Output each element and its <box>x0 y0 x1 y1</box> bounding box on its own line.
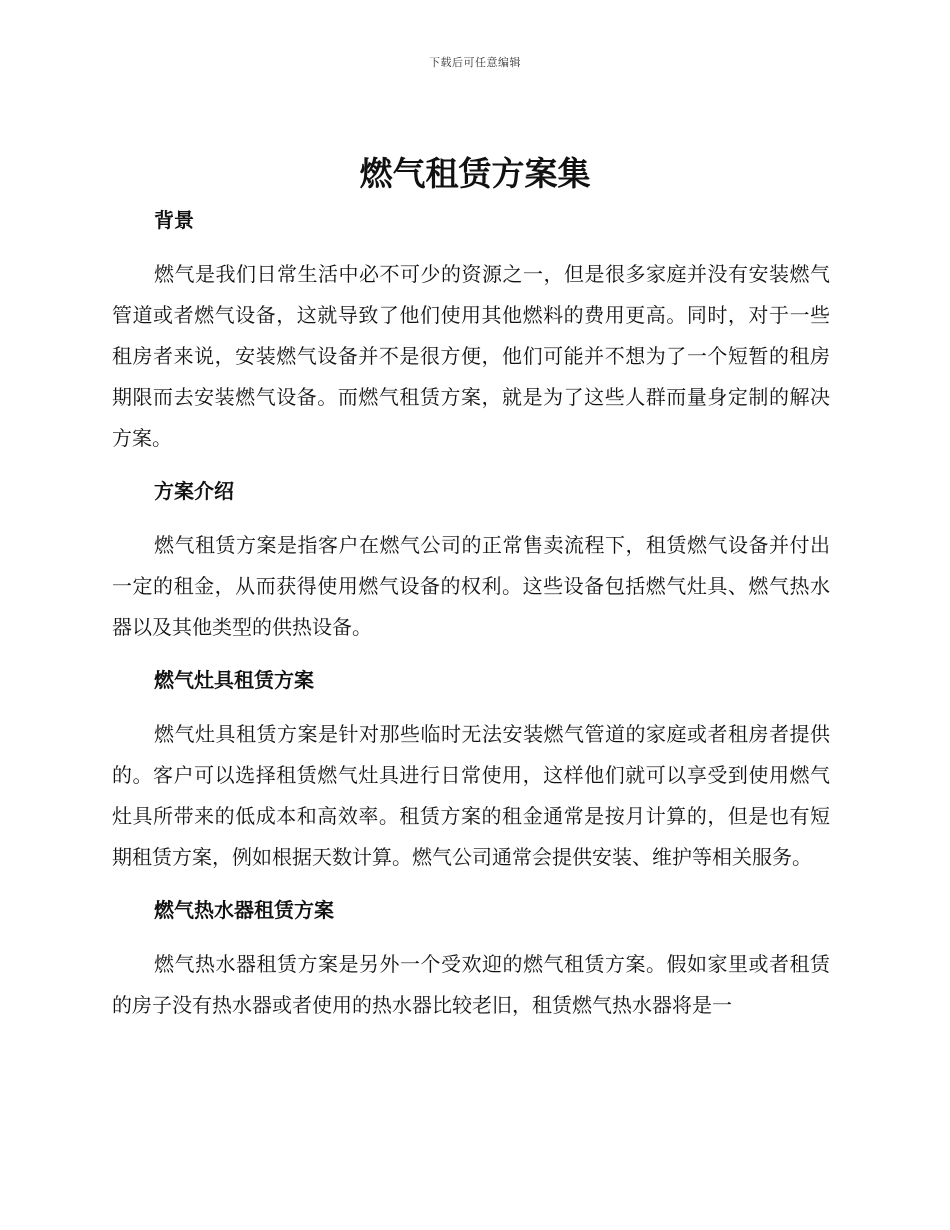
section-paragraph: 燃气租赁方案是指客户在燃气公司的正常售卖流程下，租赁燃气设备并付出一定的租金，从而获得使用燃气设备的权利。这些设备包括燃气灶具、燃气热水器以及其他类型的供热设备。 <box>112 533 830 639</box>
section-water-heater-rental <box>112 890 830 1026</box>
section-heading: 燃气灶具租赁方案 <box>154 668 314 692</box>
section-background <box>112 200 830 471</box>
section-paragraph: 燃气是我们日常生活中必不可少的资源之一，但是很多家庭并没有安装燃气管道或者燃气设备，这就导致了他们使用其他燃料的费用更高。同时，对于一些租房者来说，安装燃气设备并不是很方便，他们可能并不想为了一个短暂的租房期限而去安装燃气设备。而燃气租赁方案，就是为了这些人群而量身定制的解决方案。 <box>112 262 830 450</box>
document-body <box>112 200 830 1026</box>
header-note: 下载后可任意编辑 <box>429 56 521 69</box>
section-heading: 方案介绍 <box>154 479 234 503</box>
section-introduction <box>112 471 830 660</box>
document-title: 燃气租赁方案集 <box>359 154 591 193</box>
section-paragraph: 燃气灶具租赁方案是针对那些临时无法安装燃气管道的家庭或者租房者提供的。客户可以选择租赁燃气灶具进行日常使用，这样他们就可以享受到使用燃气灶具所带来的低成本和高效率。租赁方案的租金通常是按月计算的，但是也有短期租赁方案，例如根据天数计算。燃气公司通常会提供安装、维护等相关服务。 <box>112 722 830 869</box>
section-paragraph: 燃气热水器租赁方案是另外一个受欢迎的燃气租赁方案。假如家里或者租赁的房子没有热水器或者使用的热水器比较老旧，租赁燃气热水器将是一 <box>112 952 830 1017</box>
section-stove-rental <box>112 660 830 890</box>
section-heading: 燃气热水器租赁方案 <box>154 898 334 922</box>
section-heading: 背景 <box>154 208 194 232</box>
